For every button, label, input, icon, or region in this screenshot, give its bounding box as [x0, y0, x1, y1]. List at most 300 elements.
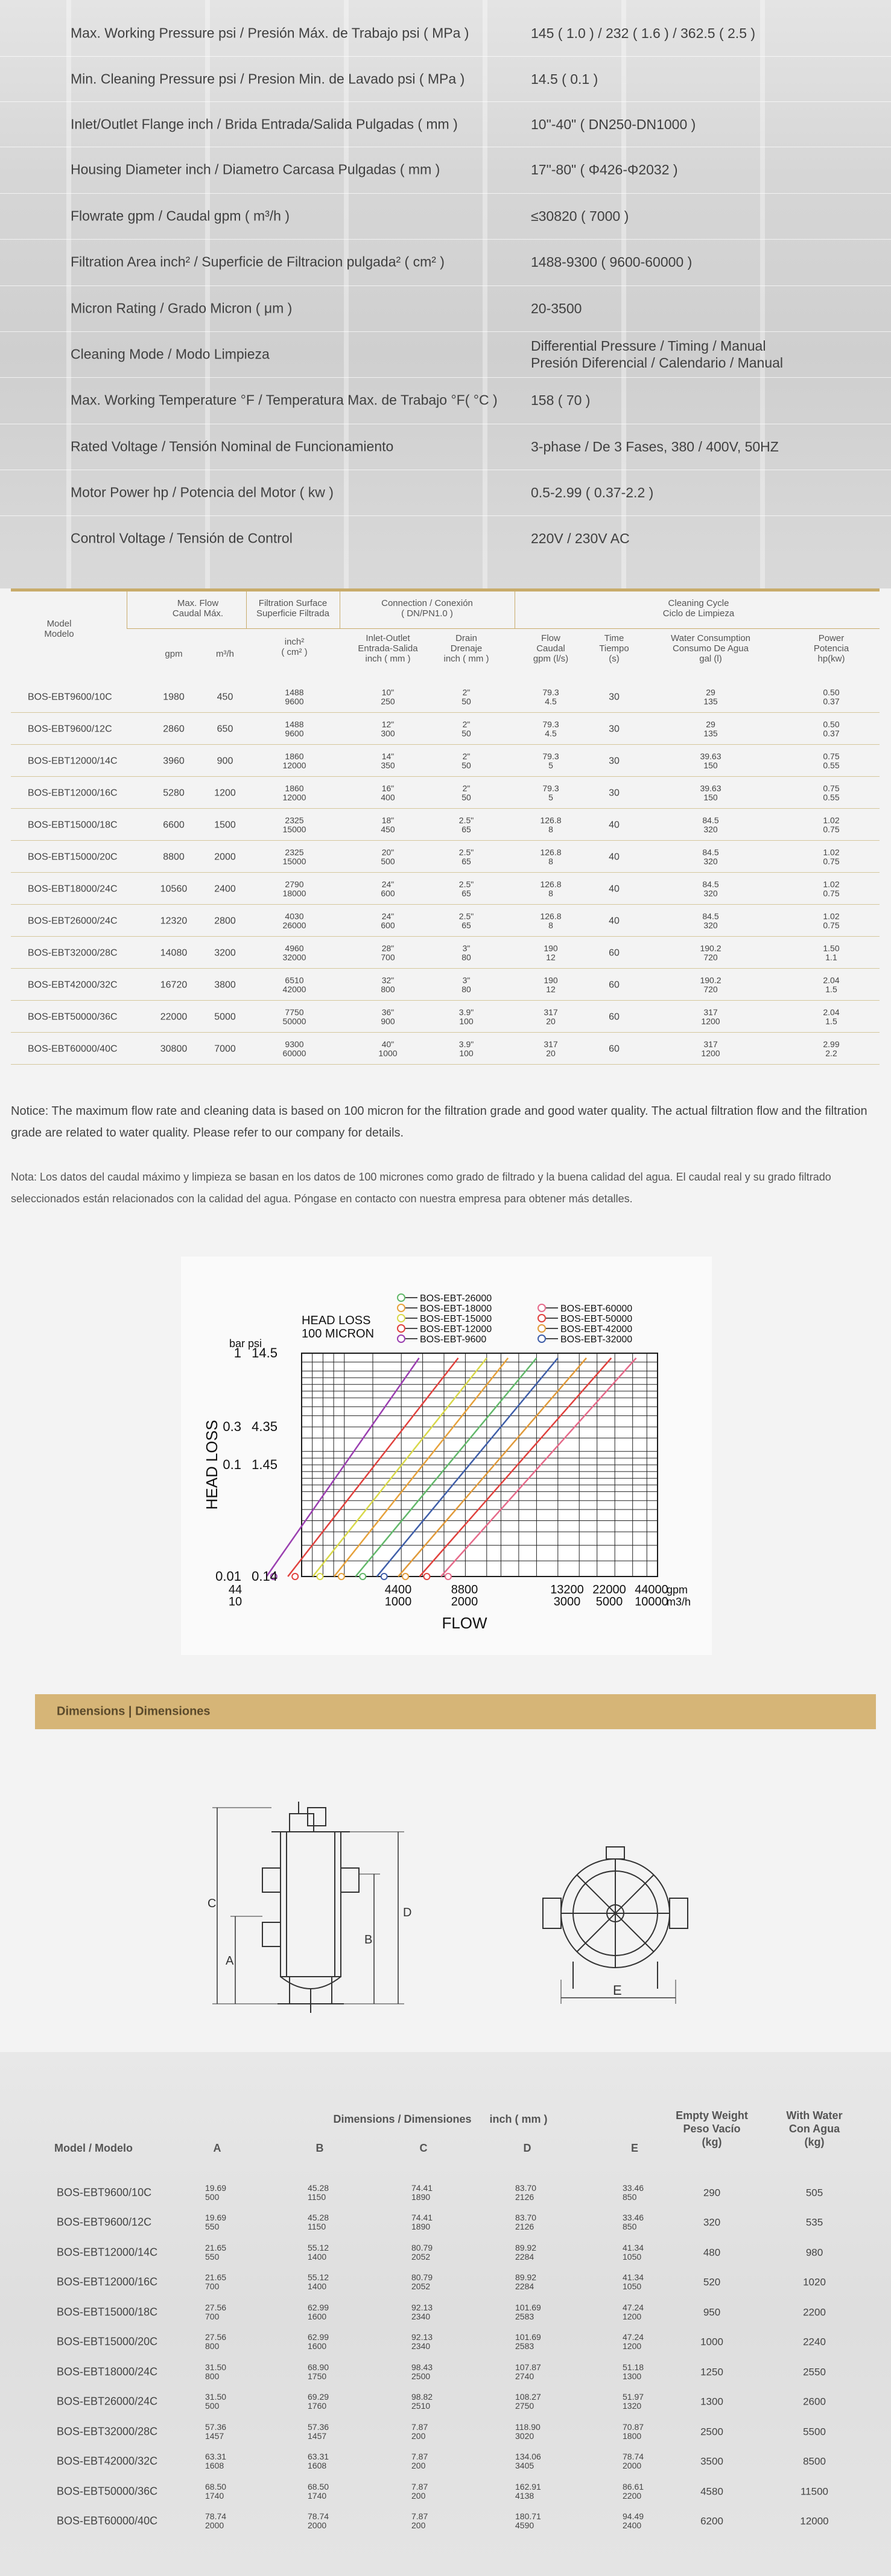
dim-col-a: A [213, 2142, 221, 2154]
cell-m3h: 450 [217, 692, 233, 703]
chart-legend-marker [398, 1335, 405, 1342]
row-divider [11, 1064, 880, 1065]
cell-water: 39.63 150 [700, 751, 721, 770]
col-model: Model Modelo [44, 619, 74, 639]
spec-divider [0, 377, 891, 378]
dim-cell-d: 108.27 2750 [515, 2392, 541, 2411]
dim-col-d: D [523, 2142, 531, 2154]
col-inch2: inch² ( cm² ) [281, 637, 308, 657]
spec-label: Filtration Area inch² / Superficie de Filtracion pulgada² ( cm² ) [71, 253, 445, 270]
dim-cell-c: 80.79 2052 [411, 2242, 433, 2262]
chart-x-tick-m3h: 3000 [553, 1595, 581, 1608]
dim-cell-a: 57.36 1457 [205, 2421, 227, 2441]
spec-row [0, 285, 891, 331]
spec-value: 14.5 ( 0.1 ) [531, 71, 598, 87]
cell-flow: 126.8 8 [540, 879, 562, 898]
row-divider [11, 776, 880, 777]
cell-flow: 190 12 [544, 943, 558, 962]
dim-cell-e: 41.34 1050 [623, 2242, 644, 2262]
nota-text: Nota: Los datos del caudal máximo y limpieza se basan en los datos de 100 micrones como grado de filtrado y la buena calidad del agua. El caudal real y su grado filtrado seleccionados están relacionados con la calidad del agua. Póngase en contacto con nuestra empresa para obtener más detalles. [11, 1171, 831, 1205]
dim-col-with-water: With Water Con Agua (kg) [786, 2109, 843, 2148]
chart-x-tick-m3h: 5000 [595, 1595, 623, 1608]
dim-cell-model: BOS-EBT42000/32C [57, 2455, 158, 2467]
cell-m3h: 5000 [214, 1012, 236, 1022]
spec-row [0, 331, 891, 377]
dim-cell-a: 27.56 800 [205, 2332, 227, 2351]
col-power: Power Potencia hp(kw) [813, 633, 849, 664]
chart-legend-label: BOS-EBT-32000 [560, 1334, 633, 1345]
cell-m3h: 900 [217, 756, 233, 767]
dim-cell-ew: 2500 [700, 2426, 723, 2437]
spec-label: Max. Working Pressure psi / Presión Máx. de Trabajo psi ( MPa ) [71, 25, 469, 41]
cell-water: 190.2 720 [700, 975, 721, 994]
cell-m3h: 3200 [214, 948, 236, 958]
cell-area: 2790 18000 [282, 879, 306, 898]
chart-series-marker [317, 1573, 323, 1580]
cell-power: 1.02 0.75 [823, 815, 840, 834]
dim-cell-a: 63.31 1608 [205, 2452, 227, 2470]
cell-io: 32" 800 [381, 975, 395, 994]
spec-label: Control Voltage / Tensión de Control [71, 530, 293, 546]
dim-col-empty-weight: Empty Weight Peso Vacío (kg) [676, 2109, 748, 2148]
dim-cell-c: 92.13 2340 [411, 2332, 433, 2351]
spec-row [0, 470, 891, 515]
spec-value-line: Differential Pressure / Timing / Manual [531, 338, 766, 354]
dim-cell-model: BOS-EBT18000/24C [57, 2365, 158, 2377]
chart-x-tick-gpm: 4400 [384, 1583, 412, 1596]
chart-legend-marker [398, 1315, 405, 1322]
spec-value-line: Presión Diferencial / Calendario / Manual [531, 355, 784, 371]
cell-water: 84.5 320 [702, 911, 719, 930]
dim-group-header: Dimensions / Dimensiones inch ( mm ) [333, 2113, 548, 2125]
dim-cell-d: 107.87 2740 [515, 2362, 541, 2381]
dim-cell-e: 51.18 1300 [623, 2362, 644, 2381]
dimensions-title: Dimensions | Dimensiones [57, 1704, 211, 1718]
cell-m3h: 2800 [214, 916, 236, 926]
col-water: Water Consumption Consumo De Agua gal (l) [671, 633, 750, 664]
spec-label: Micron Rating / Grado Micron ( μm ) [71, 300, 293, 316]
dim-cell-c: 7.87 200 [411, 2481, 428, 2501]
cell-m3h: 3800 [214, 980, 236, 990]
top-view-drawing [537, 1841, 718, 2016]
spec-label: Flowrate gpm / Caudal gpm ( m³/h ) [71, 208, 290, 224]
dim-cell-e: 94.49 2400 [623, 2511, 644, 2530]
dim-cell-c: 7.87 200 [411, 2421, 428, 2441]
cell-io: 36" 900 [381, 1007, 395, 1026]
chart-x-tick-m3h: 1000 [384, 1595, 412, 1608]
cell-time: 60 [609, 1012, 620, 1022]
chart-series-marker [292, 1573, 298, 1580]
chart-series-marker [381, 1573, 387, 1580]
chart-legend-marker [538, 1304, 545, 1312]
cell-io: 28" 700 [381, 943, 395, 962]
cell-flow: 79.3 4.5 [542, 687, 559, 706]
dim-cell-d: 89.92 2284 [515, 2272, 537, 2291]
table-row [11, 841, 880, 873]
spec-row [0, 424, 891, 470]
spec-divider [0, 56, 891, 57]
chart-y-label: HEAD LOSS [203, 1420, 221, 1510]
spec-row [0, 377, 891, 423]
dim-cell-d: 134.06 3405 [515, 2452, 541, 2470]
chart-legend-marker [398, 1325, 405, 1332]
spec-value: 145 ( 1.0 ) / 232 ( 1.6 ) / 362.5 ( 2.5 ) [531, 25, 756, 41]
cell-time: 30 [609, 788, 620, 799]
cell-water: 29 135 [703, 719, 718, 738]
spec-row [0, 239, 891, 285]
cell-io: 40" 1000 [378, 1039, 398, 1058]
col-flow: Flow Caudal gpm (l/s) [533, 633, 569, 664]
chart-x-tick-m3h: 10000 [635, 1595, 668, 1608]
row-divider [11, 936, 880, 937]
spec-label: Inlet/Outlet Flange inch / Brida Entrada/Salida Pulgadas ( mm ) [71, 116, 458, 132]
dim-cell-ew: 1000 [700, 2336, 723, 2348]
chart-legend-label: BOS-EBT-9600 [420, 1334, 487, 1345]
spec-row [0, 101, 891, 147]
table-row [11, 745, 880, 777]
dim-cell-ww: 2240 [803, 2336, 826, 2348]
dim-cell-a: 78.74 2000 [205, 2511, 227, 2530]
table-row [0, 2387, 891, 2417]
dim-cell-c: 98.43 2500 [411, 2362, 433, 2381]
dim-col-b: B [315, 2142, 324, 2154]
cell-area: 7750 50000 [282, 1007, 306, 1026]
spec-divider [0, 331, 891, 332]
dim-cell-d: 101.69 2583 [515, 2332, 541, 2351]
cell-power: 2.99 2.2 [823, 1039, 840, 1058]
cell-area: 1488 9600 [285, 687, 304, 706]
dim-cell-e: 47.24 1200 [623, 2302, 644, 2321]
dim-cell-c: 7.87 200 [411, 2511, 428, 2530]
cell-area: 1860 12000 [282, 783, 306, 802]
spec-value [531, 337, 783, 371]
dim-cell-c: 80.79 2052 [411, 2272, 433, 2291]
table-row [0, 2447, 891, 2476]
col-cleaning-cycle: Cleaning Cycle Ciclo de Limpieza [662, 598, 735, 619]
dim-cell-d: 83.70 2126 [515, 2182, 537, 2202]
chart-legend-marker [398, 1294, 405, 1301]
col-max-flow: Max. Flow Caudal Máx. [172, 598, 224, 619]
cell-water: 84.5 320 [702, 879, 719, 898]
dim-cell-ww: 980 [805, 2246, 823, 2258]
spec-label: Housing Diameter inch / Diametro Carcasa Pulgadas ( mm ) [71, 161, 440, 177]
specs-section [0, 0, 891, 588]
cell-power: 0.50 0.37 [823, 719, 840, 738]
chart-series-marker [338, 1573, 344, 1580]
dim-cell-ew: 3500 [700, 2455, 723, 2467]
cell-m3h: 2400 [214, 884, 236, 894]
dim-cell-model: BOS-EBT9600/10C [57, 2186, 152, 2198]
col-m3h: m³/h [216, 649, 234, 659]
spec-row [0, 147, 891, 193]
dim-cell-e: 51.97 1320 [623, 2392, 644, 2411]
chart-subtitle: 100 MICRON [302, 1327, 375, 1341]
cell-model: BOS-EBT15000/18C [28, 820, 118, 831]
side-view-drawing [199, 1796, 452, 2037]
dim-cell-e: 33.46 850 [623, 2213, 644, 2231]
table-row [0, 2268, 891, 2297]
dim-cell-a: 31.50 800 [205, 2362, 227, 2381]
dim-cell-b: 45.28 1150 [308, 2182, 329, 2202]
dim-cell-ww: 11500 [800, 2485, 828, 2497]
cell-time: 40 [609, 820, 620, 831]
table-row [11, 905, 880, 937]
dim-cell-e: 86.61 2200 [623, 2481, 644, 2501]
chart-x-tick-gpm: 8800 [451, 1583, 478, 1596]
table-row [11, 777, 880, 809]
dim-cell-b: 63.31 1608 [308, 2452, 329, 2470]
cell-area: 4960 32000 [282, 943, 306, 962]
cell-model: BOS-EBT15000/20C [28, 852, 118, 862]
chart-legend-label: BOS-EBT-15000 [420, 1314, 492, 1324]
cell-io: 10" 250 [381, 687, 395, 706]
dim-label-b: B [364, 1933, 373, 1946]
dim-cell-ww: 1020 [803, 2276, 826, 2288]
dim-cell-b: 55.12 1400 [308, 2242, 329, 2262]
table-row [0, 2357, 891, 2386]
spec-label: Cleaning Mode / Modo Limpieza [71, 346, 270, 362]
table-row [11, 809, 880, 841]
cell-power: 0.75 0.55 [823, 751, 840, 770]
col-inlet-outlet: Inlet-Outlet Entrada-Salida inch ( mm ) [358, 633, 418, 664]
cell-drain: 2.5" 65 [458, 879, 474, 898]
dim-cell-c: 7.87 200 [411, 2452, 428, 2470]
spec-value: 3-phase / De 3 Fases, 380 / 400V, 50HZ [531, 439, 779, 454]
row-divider [11, 840, 880, 841]
dim-cell-c: 74.41 1890 [411, 2182, 433, 2202]
dim-cell-d: 89.92 2284 [515, 2242, 537, 2262]
dim-cell-ww: 5500 [803, 2426, 826, 2437]
dim-col-model: Model / Modelo [54, 2142, 133, 2154]
chart-y-tick-bar: 0.1 [223, 1457, 241, 1472]
table-row [11, 713, 880, 745]
cell-model: BOS-EBT9600/10C [28, 692, 112, 703]
dim-cell-b: 57.36 1457 [308, 2421, 329, 2441]
dim-cell-ww: 2600 [803, 2396, 826, 2408]
cell-power: 1.02 0.75 [823, 911, 840, 930]
cell-area: 6510 42000 [282, 975, 306, 994]
cell-gpm: 5280 [163, 788, 185, 799]
dim-label-a: A [226, 1954, 234, 1968]
table-row [11, 681, 880, 713]
cell-gpm: 14080 [160, 948, 188, 958]
cell-io: 16" 400 [381, 783, 395, 802]
cell-time: 40 [609, 852, 620, 862]
row-divider [11, 1000, 880, 1001]
chart-legend-marker [398, 1304, 405, 1312]
dim-cell-a: 27.56 700 [205, 2302, 227, 2321]
cell-flow: 79.3 5 [542, 783, 559, 802]
dim-cell-ew: 520 [703, 2276, 721, 2288]
cell-area: 9300 60000 [282, 1039, 306, 1058]
cell-water: 29 135 [703, 687, 718, 706]
dim-cell-b: 62.99 1600 [308, 2302, 329, 2321]
dim-cell-ww: 8500 [803, 2455, 826, 2467]
col-gpm: gpm [165, 649, 183, 659]
cell-flow: 79.3 4.5 [542, 719, 559, 738]
dim-cell-a: 21.65 550 [205, 2242, 227, 2262]
cell-time: 60 [609, 1044, 620, 1054]
cell-model: BOS-EBT9600/12C [28, 724, 112, 735]
dim-cell-ew: 6200 [700, 2515, 723, 2527]
chart-x-tick-gpm: 44000 [635, 1583, 668, 1596]
cell-drain: 2.5" 65 [458, 815, 474, 834]
spec-value: 20-3500 [531, 301, 582, 316]
dim-label-d: D [403, 1906, 412, 1919]
spec-divider [0, 285, 891, 286]
table-header [11, 591, 880, 669]
cell-io: 18" 450 [381, 815, 395, 834]
table-row [0, 2178, 891, 2207]
table-row [0, 2237, 891, 2267]
spec-value: ≤30820 ( 7000 ) [531, 208, 629, 224]
cell-io: 24" 600 [381, 879, 395, 898]
cell-area: 4030 26000 [282, 911, 306, 930]
dim-cell-ew: 290 [703, 2187, 721, 2198]
spec-row [0, 10, 891, 56]
cell-time: 40 [609, 916, 620, 926]
chart-legend-marker [538, 1335, 545, 1342]
cell-power: 1.02 0.75 [823, 879, 840, 898]
cell-area: 2325 15000 [282, 847, 306, 866]
chart-x-unit-m3h: m3/h [667, 1596, 691, 1608]
chart-series-marker [360, 1573, 366, 1580]
cell-drain: 2.5" 65 [458, 847, 474, 866]
spec-value: 0.5-2.99 ( 0.37-2.2 ) [531, 485, 654, 500]
notice-text: Notice: The maximum flow rate and cleaning data is based on 100 micron for the filtration grade and good water quality. The actual filtration flow and the filtration grade are related to water quality. Please refer to our company for details. [11, 1105, 867, 1140]
chart-legend-label: BOS-EBT-50000 [560, 1314, 633, 1324]
spec-divider [0, 101, 891, 102]
dim-label-e: E [613, 1983, 622, 1998]
spec-row [0, 56, 891, 102]
dim-cell-model: BOS-EBT12000/16C [57, 2275, 158, 2288]
col-drain: Drain Drenaje inch ( mm ) [443, 633, 489, 664]
dim-cell-model: BOS-EBT60000/40C [57, 2514, 158, 2527]
dim-cell-d: 180.71 4590 [515, 2511, 541, 2530]
cell-model: BOS-EBT60000/40C [28, 1044, 118, 1054]
cell-drain: 2" 50 [461, 783, 471, 802]
dim-cell-d: 83.70 2126 [515, 2213, 537, 2231]
cell-flow: 317 20 [544, 1007, 558, 1026]
chart-series-marker [424, 1573, 430, 1580]
cell-power: 1.02 0.75 [823, 847, 840, 866]
dim-cell-a: 21.65 700 [205, 2272, 227, 2291]
table-row [0, 2417, 891, 2446]
dim-cell-a: 19.69 500 [205, 2182, 227, 2202]
dim-cell-ww: 535 [805, 2216, 823, 2228]
cell-drain: 2" 50 [461, 751, 471, 770]
dim-cell-e: 41.34 1050 [623, 2272, 644, 2291]
cell-flow: 126.8 8 [540, 911, 562, 930]
dim-cell-model: BOS-EBT50000/36C [57, 2485, 158, 2497]
cell-water: 39.63 150 [700, 783, 721, 802]
cell-drain: 2.5" 65 [458, 911, 474, 930]
cell-gpm: 22000 [160, 1012, 188, 1022]
cell-gpm: 30800 [160, 1044, 188, 1054]
chart-y-tick-psi: 14.5 [252, 1345, 277, 1360]
col-time: Time Tiempo (s) [599, 633, 629, 664]
spec-divider [0, 239, 891, 240]
cell-drain: 2" 50 [461, 687, 471, 706]
chart-x-tick-gpm: 22000 [592, 1583, 626, 1596]
row-divider [11, 712, 880, 713]
dim-cell-ww: 505 [805, 2187, 823, 2198]
cell-water: 84.5 320 [702, 847, 719, 866]
table-row [11, 969, 880, 1001]
spec-divider [0, 515, 891, 516]
dim-cell-b: 68.50 1740 [308, 2481, 329, 2501]
dim-cell-a: 68.50 1740 [205, 2481, 227, 2501]
table-row [0, 2327, 891, 2357]
cell-gpm: 1980 [163, 692, 185, 703]
spec-row [0, 193, 891, 239]
cell-gpm: 16720 [160, 980, 188, 990]
dim-cell-a: 31.50 500 [205, 2392, 227, 2411]
cell-model: BOS-EBT42000/32C [28, 980, 118, 990]
chart-x-tick-gpm: 13200 [550, 1583, 584, 1596]
dim-cell-b: 68.90 1750 [308, 2362, 329, 2381]
cell-gpm: 2860 [163, 724, 185, 735]
cell-drain: 2" 50 [461, 719, 471, 738]
cell-m3h: 1500 [214, 820, 236, 831]
spec-value: 220V / 230V AC [531, 531, 630, 546]
cell-gpm: 3960 [163, 756, 185, 767]
dim-col-e: E [630, 2142, 638, 2154]
table-row [11, 1033, 880, 1065]
chart-x-unit-gpm: gpm [667, 1584, 688, 1596]
cell-drain: 3" 80 [461, 943, 471, 962]
spec-divider [0, 193, 891, 194]
row-divider [11, 904, 880, 905]
chart-y-unit: bar psi [229, 1337, 262, 1350]
row-divider [11, 808, 880, 809]
cell-m3h: 7000 [214, 1044, 236, 1054]
dim-cell-c: 98.82 2510 [411, 2392, 433, 2411]
chart-legend-label: BOS-EBT-60000 [560, 1304, 633, 1314]
chart-y-tick-psi: 0.14 [252, 1569, 277, 1584]
row-divider [11, 744, 880, 745]
chart-series-marker [445, 1573, 451, 1580]
chart-legend-marker [538, 1315, 545, 1322]
chart-x-tick-m3h: 2000 [451, 1595, 478, 1608]
spec-label: Motor Power hp / Potencia del Motor ( kw ) [71, 484, 334, 500]
cell-model: BOS-EBT12000/16C [28, 788, 118, 799]
cell-flow: 79.3 5 [542, 751, 559, 770]
dim-cell-model: BOS-EBT26000/24C [57, 2395, 158, 2408]
table-row [0, 2297, 891, 2327]
cell-io: 24" 600 [381, 911, 395, 930]
table-row [0, 2507, 891, 2536]
cell-model: BOS-EBT12000/14C [28, 756, 118, 767]
cell-time: 60 [609, 948, 620, 958]
cell-m3h: 650 [217, 724, 233, 735]
cell-gpm: 8800 [163, 852, 185, 862]
chart-y-tick-bar: 1 [233, 1345, 241, 1360]
dim-cell-a: 19.69 550 [205, 2213, 227, 2231]
table-row [0, 2476, 891, 2506]
cell-time: 30 [609, 692, 620, 703]
dim-cell-ww: 12000 [800, 2515, 829, 2527]
chart-legend-label: BOS-EBT-12000 [420, 1324, 492, 1334]
cell-time: 60 [609, 980, 620, 990]
chart-y-tick-bar: 0.3 [223, 1419, 241, 1435]
cell-power: 2.04 1.5 [823, 975, 840, 994]
cell-power: 0.50 0.37 [823, 687, 840, 706]
dim-col-c: C [419, 2142, 428, 2154]
cell-model: BOS-EBT32000/28C [28, 948, 118, 958]
spec-row [0, 515, 891, 561]
spec-label: Min. Cleaning Pressure psi / Presion Min. de Lavado psi ( MPa ) [71, 71, 465, 87]
